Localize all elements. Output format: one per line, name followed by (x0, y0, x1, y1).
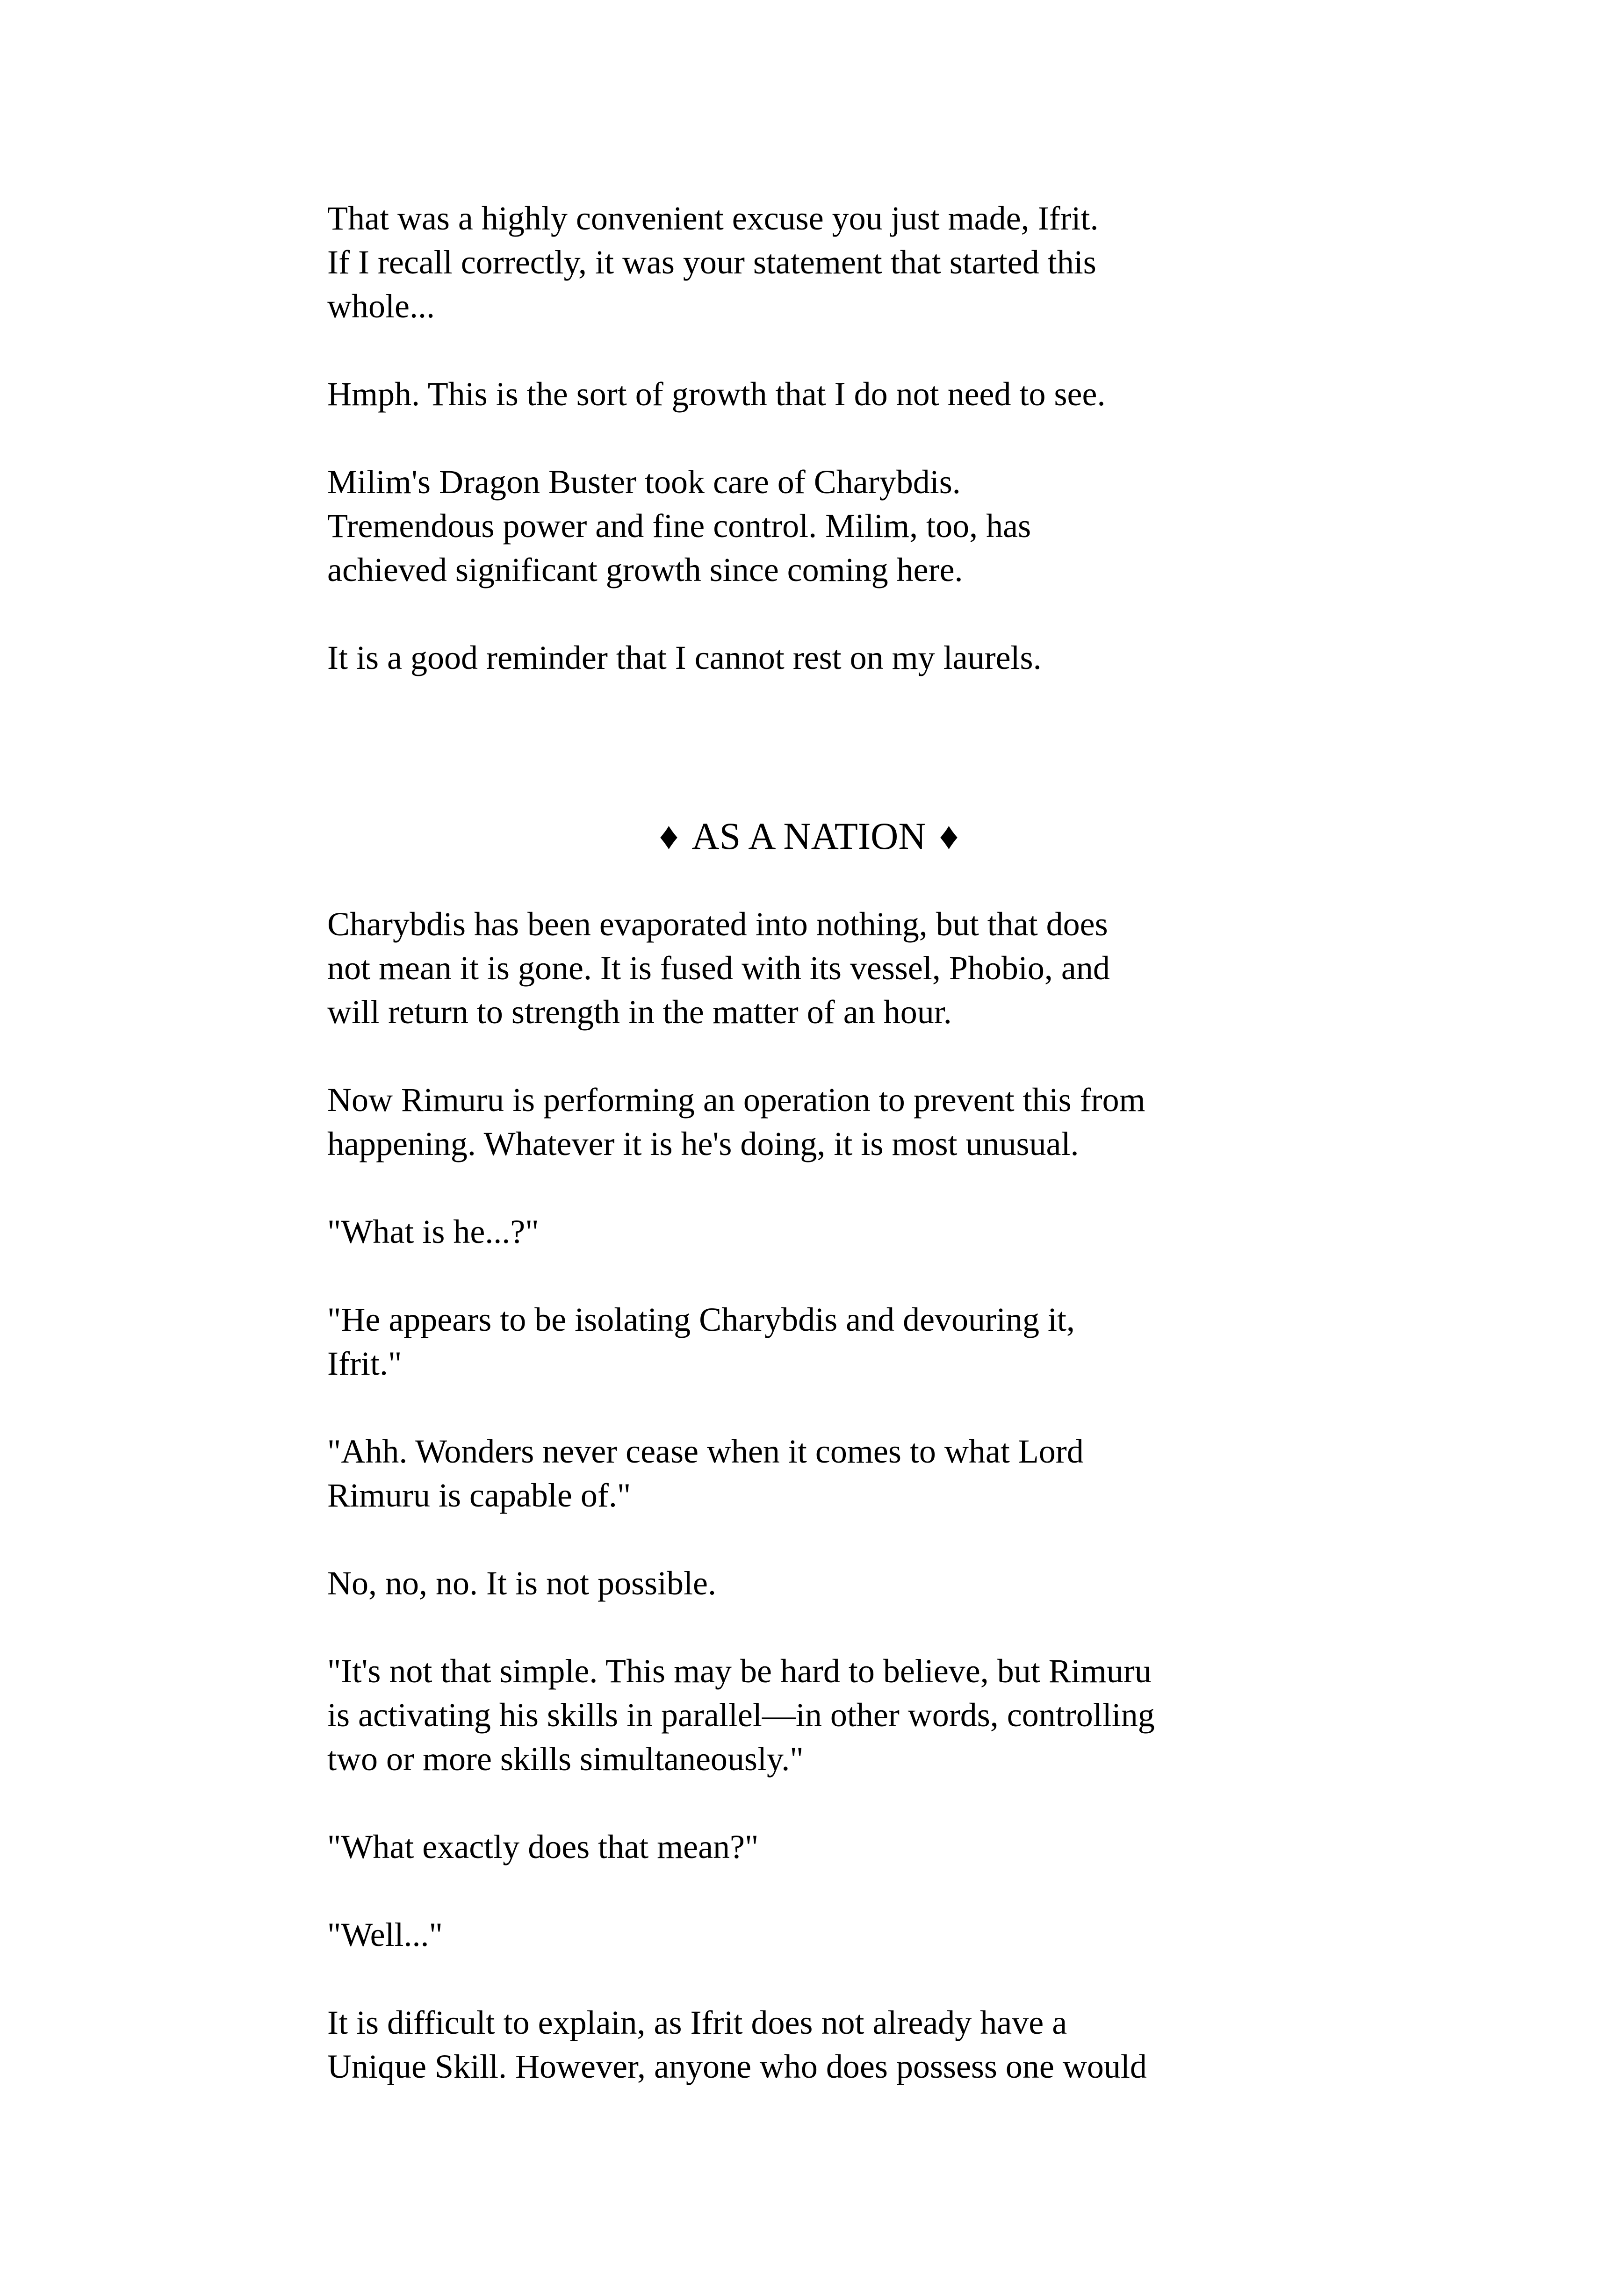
text-line: "What is he...?" (327, 1213, 539, 1250)
text-line: Now Rimuru is performing an operation to prevent this from (327, 1081, 1145, 1119)
text-line: happening. Whatever it is he's doing, it is most unusual. (327, 1125, 1079, 1162)
text-line: That was a highly convenient excuse you just made, Ifrit. (327, 200, 1099, 237)
diamond-icon: ♦ (939, 815, 959, 857)
text-line: "What exactly does that mean?" (327, 1828, 759, 1866)
text-line: Charybdis has been evaporated into nothing, but that does (327, 905, 1108, 943)
paragraph (327, 1649, 1290, 1781)
text-line: two or more skills simultaneously." (327, 1740, 804, 1778)
section-heading-text: AS A NATION (691, 815, 926, 857)
text-line: will return to strength in the matter of an hour. (327, 993, 952, 1031)
paragraph (327, 636, 1290, 680)
text-line: Unique Skill. However, anyone who does possess one would (327, 2048, 1147, 2085)
paragraph (327, 372, 1290, 416)
paragraph (327, 2001, 1290, 2088)
text-line: Milim's Dragon Buster took care of Charybdis. (327, 463, 961, 501)
paragraph (327, 902, 1290, 1034)
text-line: If I recall correctly, it was your statement that started this (327, 244, 1096, 281)
text-line: whole... (327, 287, 435, 325)
paragraph (327, 1210, 1290, 1254)
text-line: is activating his skills in parallel—in other words, controlling (327, 1696, 1155, 1734)
text-line: not mean it is gone. It is fused with its vessel, Phobio, and (327, 949, 1110, 987)
paragraph (327, 1298, 1290, 1385)
text-line: "Ahh. Wonders never cease when it comes to what Lord (327, 1433, 1084, 1470)
text-line: Ifrit." (327, 1345, 402, 1382)
text-line: "Well..." (327, 1916, 443, 1953)
text-line: Rimuru is capable of." (327, 1477, 631, 1514)
paragraph (327, 460, 1290, 592)
section-heading (327, 814, 1290, 858)
paragraph (327, 1078, 1290, 1166)
text-line: "It's not that simple. This may be hard to believe, but Rimuru (327, 1652, 1152, 1690)
text-column (327, 196, 1290, 2088)
paragraph (327, 1825, 1290, 1869)
text-line: achieved significant growth since coming here. (327, 551, 963, 588)
paragraph (327, 1561, 1290, 1605)
text-line: It is a good reminder that I cannot rest on my laurels. (327, 639, 1042, 676)
paragraph (327, 1913, 1290, 1957)
text-line: "He appears to be isolating Charybdis and devouring it, (327, 1301, 1075, 1338)
paragraph (327, 1429, 1290, 1517)
text-line: It is difficult to explain, as Ifrit does not already have a (327, 2004, 1067, 2041)
text-line: Tremendous power and fine control. Milim, too, has (327, 507, 1031, 545)
paragraph (327, 196, 1290, 328)
text-line: Hmph. This is the sort of growth that I do not need to see. (327, 375, 1106, 413)
diamond-icon: ♦ (659, 815, 679, 857)
text-line: No, no, no. It is not possible. (327, 1564, 717, 1602)
